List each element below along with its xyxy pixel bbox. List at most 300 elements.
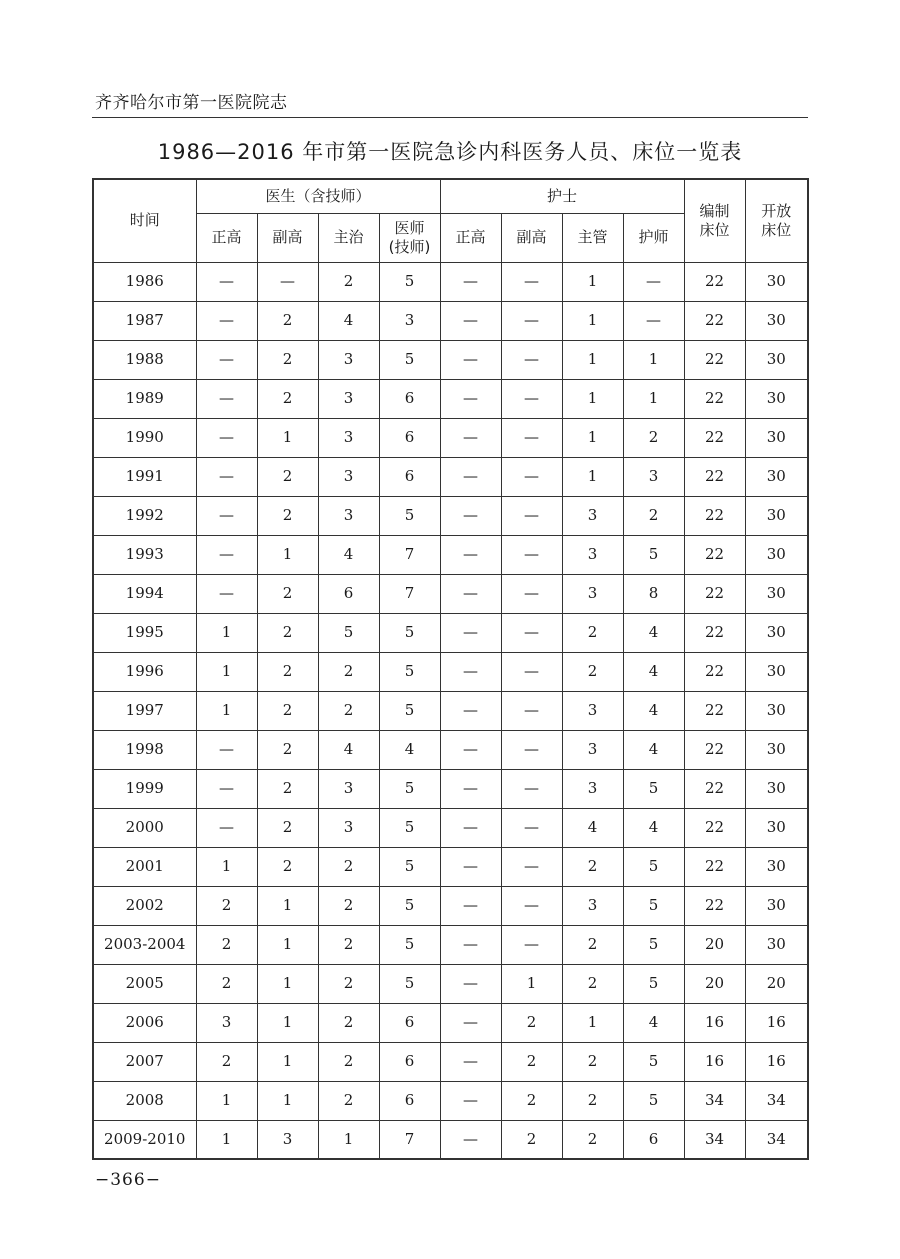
cell-nurse-practitioner: 5 [623, 847, 684, 886]
cell-open-beds: 30 [745, 847, 808, 886]
table-row [93, 964, 808, 1003]
cell-doc-attending: 5 [318, 613, 379, 652]
cell-doc-attending: 2 [318, 1042, 379, 1081]
header-time: 时间 [93, 179, 196, 262]
cell-doc-physician: 5 [379, 691, 440, 730]
cell-nurse-supervisor: 4 [562, 808, 623, 847]
cell-quota-beds: 22 [684, 691, 745, 730]
cell-doc-attending: 4 [318, 730, 379, 769]
cell-time: 1987 [93, 301, 196, 340]
cell-nurse-supervisor: 1 [562, 301, 623, 340]
cell-doc-senior: 2 [196, 964, 257, 1003]
table-row [93, 730, 808, 769]
cell-time: 2003-2004 [93, 925, 196, 964]
cell-doc-senior: 2 [196, 1042, 257, 1081]
cell-time: 1989 [93, 379, 196, 418]
cell-nurse-associate: 2 [501, 1003, 562, 1042]
cell-doc-attending: 3 [318, 379, 379, 418]
cell-quota-beds: 22 [684, 379, 745, 418]
cell-nurse-associate: — [501, 379, 562, 418]
cell-doc-senior: — [196, 379, 257, 418]
cell-doc-associate: 2 [257, 808, 318, 847]
cell-open-beds: 30 [745, 535, 808, 574]
table-row [93, 418, 808, 457]
cell-doc-attending: 2 [318, 886, 379, 925]
cell-nurse-supervisor: 1 [562, 418, 623, 457]
cell-doc-senior: 3 [196, 1003, 257, 1042]
cell-nurse-practitioner: 5 [623, 886, 684, 925]
cell-doc-attending: 2 [318, 262, 379, 301]
table-row [93, 535, 808, 574]
cell-doc-associate: 2 [257, 691, 318, 730]
cell-quota-beds: 22 [684, 769, 745, 808]
staff-bed-table [92, 178, 809, 1160]
cell-quota-beds: 22 [684, 847, 745, 886]
cell-doc-attending: 2 [318, 925, 379, 964]
cell-nurse-senior: — [440, 496, 501, 535]
cell-doc-attending: 3 [318, 418, 379, 457]
header-open-beds-line-2: 床位 [761, 220, 792, 239]
cell-doc-physician: 5 [379, 925, 440, 964]
cell-nurse-associate: — [501, 847, 562, 886]
cell-doc-physician: 5 [379, 496, 440, 535]
cell-doc-associate: 1 [257, 535, 318, 574]
cell-doc-physician: 5 [379, 769, 440, 808]
header-open-beds [745, 179, 808, 262]
cell-open-beds: 30 [745, 886, 808, 925]
cell-doc-associate: 1 [257, 925, 318, 964]
cell-nurse-senior: — [440, 457, 501, 496]
cell-quota-beds: 34 [684, 1081, 745, 1120]
cell-doc-attending: 3 [318, 457, 379, 496]
cell-open-beds: 30 [745, 301, 808, 340]
cell-doc-associate: 1 [257, 1003, 318, 1042]
cell-open-beds: 30 [745, 691, 808, 730]
cell-doc-senior: 1 [196, 652, 257, 691]
cell-time: 1998 [93, 730, 196, 769]
cell-nurse-associate: 1 [501, 964, 562, 1003]
cell-doc-physician: 6 [379, 379, 440, 418]
cell-time: 2002 [93, 886, 196, 925]
cell-nurse-associate: — [501, 925, 562, 964]
cell-nurse-senior: — [440, 769, 501, 808]
cell-nurse-senior: — [440, 301, 501, 340]
cell-doc-associate: 1 [257, 886, 318, 925]
cell-doc-senior: — [196, 418, 257, 457]
cell-nurse-supervisor: 2 [562, 652, 623, 691]
cell-nurse-practitioner: 8 [623, 574, 684, 613]
cell-doc-physician: 6 [379, 418, 440, 457]
table-row [93, 262, 808, 301]
cell-doc-attending: 4 [318, 301, 379, 340]
cell-time: 1991 [93, 457, 196, 496]
cell-nurse-senior: — [440, 262, 501, 301]
cell-doc-senior: 2 [196, 925, 257, 964]
cell-nurse-associate: — [501, 730, 562, 769]
cell-doc-senior: 1 [196, 613, 257, 652]
cell-nurse-supervisor: 3 [562, 496, 623, 535]
cell-nurse-supervisor: 2 [562, 925, 623, 964]
cell-nurse-associate: — [501, 340, 562, 379]
cell-open-beds: 30 [745, 262, 808, 301]
cell-nurse-supervisor: 3 [562, 730, 623, 769]
cell-nurse-supervisor: 2 [562, 1120, 623, 1159]
cell-time: 2000 [93, 808, 196, 847]
header-quota-beds-line-1: 编制 [699, 202, 730, 220]
cell-nurse-associate: — [501, 301, 562, 340]
cell-quota-beds: 22 [684, 418, 745, 457]
cell-nurse-supervisor: 3 [562, 574, 623, 613]
cell-doc-senior: — [196, 262, 257, 301]
cell-time: 2007 [93, 1042, 196, 1081]
cell-nurse-associate: — [501, 262, 562, 301]
table-title: 1986—2016 年市第一医院急诊内科医务人员、床位一览表 [157, 140, 743, 164]
cell-nurse-associate: — [501, 886, 562, 925]
table-row [93, 301, 808, 340]
cell-doc-associate: 2 [257, 574, 318, 613]
cell-doc-senior: — [196, 730, 257, 769]
cell-quota-beds: 22 [684, 574, 745, 613]
cell-open-beds: 34 [745, 1081, 808, 1120]
cell-doc-associate: 1 [257, 964, 318, 1003]
cell-doc-senior: — [196, 301, 257, 340]
table-row [93, 496, 808, 535]
cell-quota-beds: 22 [684, 340, 745, 379]
cell-doc-senior: 1 [196, 1120, 257, 1159]
cell-nurse-associate: — [501, 808, 562, 847]
cell-doc-associate: 2 [257, 379, 318, 418]
cell-time: 2006 [93, 1003, 196, 1042]
cell-nurse-practitioner: 6 [623, 1120, 684, 1159]
cell-nurse-practitioner: 2 [623, 418, 684, 457]
cell-time: 1997 [93, 691, 196, 730]
cell-time: 2001 [93, 847, 196, 886]
cell-doc-physician: 6 [379, 1081, 440, 1120]
cell-nurse-associate: — [501, 574, 562, 613]
header-nurse-supervisor: 主管 [562, 213, 623, 262]
cell-nurse-senior: — [440, 418, 501, 457]
cell-nurse-associate: — [501, 418, 562, 457]
cell-doc-associate: — [257, 262, 318, 301]
cell-nurse-supervisor: 1 [562, 262, 623, 301]
cell-nurse-supervisor: 3 [562, 691, 623, 730]
cell-doc-senior: — [196, 340, 257, 379]
cell-nurse-associate: — [501, 769, 562, 808]
header-quota-beds [684, 179, 745, 262]
header-doctor-associate: 副高 [257, 213, 318, 262]
cell-nurse-practitioner: 4 [623, 730, 684, 769]
cell-open-beds: 30 [745, 730, 808, 769]
cell-time: 2008 [93, 1081, 196, 1120]
table-row [93, 808, 808, 847]
cell-nurse-senior: — [440, 613, 501, 652]
cell-doc-physician: 6 [379, 457, 440, 496]
table-body [93, 262, 808, 1159]
cell-doc-physician: 4 [379, 730, 440, 769]
table-row [93, 1042, 808, 1081]
cell-nurse-associate: 2 [501, 1042, 562, 1081]
header-nurse-senior: 正高 [440, 213, 501, 262]
cell-doc-attending: 3 [318, 769, 379, 808]
cell-nurse-senior: — [440, 691, 501, 730]
header-doctor-attending: 主治 [318, 213, 379, 262]
cell-doc-attending: 2 [318, 652, 379, 691]
cell-quota-beds: 16 [684, 1042, 745, 1081]
cell-nurse-senior: — [440, 1081, 501, 1120]
cell-nurse-senior: — [440, 574, 501, 613]
cell-doc-senior: — [196, 496, 257, 535]
cell-nurse-senior: — [440, 1120, 501, 1159]
cell-doc-associate: 2 [257, 301, 318, 340]
cell-doc-senior: — [196, 457, 257, 496]
cell-open-beds: 30 [745, 808, 808, 847]
cell-doc-physician: 7 [379, 574, 440, 613]
cell-open-beds: 30 [745, 457, 808, 496]
cell-nurse-practitioner: 1 [623, 340, 684, 379]
cell-nurse-practitioner: — [623, 262, 684, 301]
cell-nurse-practitioner: 5 [623, 1042, 684, 1081]
cell-doc-attending: 3 [318, 340, 379, 379]
header-nurse-associate: 副高 [501, 213, 562, 262]
cell-quota-beds: 20 [684, 964, 745, 1003]
cell-nurse-supervisor: 2 [562, 847, 623, 886]
cell-open-beds: 30 [745, 340, 808, 379]
cell-doc-associate: 1 [257, 418, 318, 457]
cell-nurse-associate: — [501, 652, 562, 691]
cell-time: 1995 [93, 613, 196, 652]
cell-nurse-practitioner: 2 [623, 496, 684, 535]
cell-nurse-associate: — [501, 496, 562, 535]
cell-doc-physician: 7 [379, 1120, 440, 1159]
cell-nurse-practitioner: 3 [623, 457, 684, 496]
cell-nurse-supervisor: 1 [562, 340, 623, 379]
cell-open-beds: 30 [745, 574, 808, 613]
header-open-beds-line-1: 开放 [761, 202, 792, 220]
cell-doc-physician: 5 [379, 613, 440, 652]
cell-doc-associate: 2 [257, 847, 318, 886]
cell-doc-senior: — [196, 769, 257, 808]
cell-time: 1993 [93, 535, 196, 574]
cell-doc-associate: 2 [257, 613, 318, 652]
cell-nurse-practitioner: 5 [623, 925, 684, 964]
cell-doc-attending: 2 [318, 1003, 379, 1042]
cell-quota-beds: 22 [684, 535, 745, 574]
cell-doc-physician: 7 [379, 535, 440, 574]
cell-doc-physician: 6 [379, 1003, 440, 1042]
cell-nurse-practitioner: — [623, 301, 684, 340]
cell-nurse-associate: 2 [501, 1120, 562, 1159]
table-row [93, 886, 808, 925]
cell-time: 1992 [93, 496, 196, 535]
cell-nurse-associate: 2 [501, 1081, 562, 1120]
cell-doc-attending: 6 [318, 574, 379, 613]
table-row [93, 652, 808, 691]
table-row [93, 1081, 808, 1120]
cell-doc-associate: 1 [257, 1081, 318, 1120]
cell-doc-physician: 3 [379, 301, 440, 340]
header-doctor-physician [379, 213, 440, 262]
cell-time: 1999 [93, 769, 196, 808]
cell-doc-associate: 2 [257, 340, 318, 379]
cell-time: 2005 [93, 964, 196, 1003]
header-doctor-senior: 正高 [196, 213, 257, 262]
cell-doc-physician: 5 [379, 340, 440, 379]
cell-doc-attending: 2 [318, 847, 379, 886]
cell-nurse-practitioner: 5 [623, 1081, 684, 1120]
cell-doc-attending: 4 [318, 535, 379, 574]
cell-doc-attending: 3 [318, 808, 379, 847]
cell-quota-beds: 34 [684, 1120, 745, 1159]
cell-nurse-senior: — [440, 847, 501, 886]
cell-doc-physician: 5 [379, 964, 440, 1003]
cell-quota-beds: 20 [684, 925, 745, 964]
cell-doc-associate: 1 [257, 1042, 318, 1081]
cell-doc-attending: 2 [318, 1081, 379, 1120]
table-row [93, 1120, 808, 1159]
cell-open-beds: 34 [745, 1120, 808, 1159]
table-row [93, 1003, 808, 1042]
cell-open-beds: 16 [745, 1003, 808, 1042]
cell-nurse-supervisor: 1 [562, 1003, 623, 1042]
cell-nurse-senior: — [440, 964, 501, 1003]
cell-quota-beds: 22 [684, 496, 745, 535]
cell-doc-physician: 6 [379, 1042, 440, 1081]
cell-nurse-senior: — [440, 379, 501, 418]
cell-nurse-supervisor: 2 [562, 613, 623, 652]
cell-open-beds: 30 [745, 925, 808, 964]
table-row [93, 769, 808, 808]
cell-nurse-supervisor: 3 [562, 886, 623, 925]
cell-doc-physician: 5 [379, 262, 440, 301]
cell-time: 2009-2010 [93, 1120, 196, 1159]
cell-nurse-supervisor: 1 [562, 379, 623, 418]
cell-doc-associate: 2 [257, 652, 318, 691]
cell-quota-beds: 22 [684, 730, 745, 769]
cell-nurse-senior: — [440, 925, 501, 964]
cell-nurse-practitioner: 5 [623, 964, 684, 1003]
cell-nurse-senior: — [440, 340, 501, 379]
cell-doc-senior: 2 [196, 886, 257, 925]
cell-time: 1986 [93, 262, 196, 301]
cell-nurse-practitioner: 4 [623, 613, 684, 652]
cell-open-beds: 16 [745, 1042, 808, 1081]
cell-doc-attending: 2 [318, 964, 379, 1003]
cell-open-beds: 30 [745, 418, 808, 457]
cell-nurse-associate: — [501, 691, 562, 730]
cell-doc-senior: — [196, 808, 257, 847]
cell-quota-beds: 22 [684, 652, 745, 691]
cell-nurse-senior: — [440, 886, 501, 925]
cell-doc-associate: 2 [257, 496, 318, 535]
cell-nurse-supervisor: 1 [562, 457, 623, 496]
header-nurse-practitioner: 护师 [623, 213, 684, 262]
cell-nurse-senior: — [440, 1003, 501, 1042]
table-row [93, 613, 808, 652]
cell-quota-beds: 22 [684, 457, 745, 496]
cell-doc-senior: 1 [196, 1081, 257, 1120]
cell-doc-physician: 5 [379, 886, 440, 925]
cell-doc-senior: 1 [196, 691, 257, 730]
cell-open-beds: 30 [745, 379, 808, 418]
cell-nurse-practitioner: 1 [623, 379, 684, 418]
cell-nurse-associate: — [501, 613, 562, 652]
running-head: 齐齐哈尔市第一医院院志 [95, 93, 288, 113]
cell-doc-senior: — [196, 574, 257, 613]
table-row [93, 847, 808, 886]
cell-nurse-senior: — [440, 652, 501, 691]
cell-doc-associate: 2 [257, 730, 318, 769]
cell-open-beds: 30 [745, 652, 808, 691]
cell-nurse-supervisor: 2 [562, 964, 623, 1003]
table-row [93, 340, 808, 379]
cell-open-beds: 30 [745, 769, 808, 808]
cell-nurse-practitioner: 5 [623, 535, 684, 574]
cell-nurse-supervisor: 2 [562, 1042, 623, 1081]
table-row [93, 574, 808, 613]
cell-nurse-practitioner: 4 [623, 691, 684, 730]
cell-nurse-practitioner: 4 [623, 808, 684, 847]
cell-open-beds: 30 [745, 613, 808, 652]
cell-time: 1996 [93, 652, 196, 691]
cell-nurse-senior: — [440, 1042, 501, 1081]
cell-doc-associate: 2 [257, 457, 318, 496]
cell-nurse-senior: — [440, 730, 501, 769]
cell-doc-associate: 2 [257, 769, 318, 808]
header-nurses-group: 护士 [440, 179, 684, 213]
cell-doc-attending: 1 [318, 1120, 379, 1159]
cell-doc-physician: 5 [379, 847, 440, 886]
cell-nurse-supervisor: 3 [562, 535, 623, 574]
cell-time: 1990 [93, 418, 196, 457]
cell-quota-beds: 22 [684, 613, 745, 652]
header-rule [92, 117, 808, 118]
cell-quota-beds: 22 [684, 886, 745, 925]
cell-doc-senior: — [196, 535, 257, 574]
cell-doc-attending: 2 [318, 691, 379, 730]
table-row [93, 457, 808, 496]
cell-quota-beds: 22 [684, 262, 745, 301]
header-doctor-physician-line-2: (技师) [388, 237, 431, 256]
cell-quota-beds: 22 [684, 301, 745, 340]
cell-doc-senior: 1 [196, 847, 257, 886]
header-doctors-group: 医生（含技师） [196, 179, 440, 213]
cell-nurse-supervisor: 3 [562, 769, 623, 808]
cell-nurse-senior: — [440, 808, 501, 847]
cell-doc-physician: 5 [379, 652, 440, 691]
cell-doc-attending: 3 [318, 496, 379, 535]
cell-nurse-practitioner: 5 [623, 769, 684, 808]
cell-quota-beds: 22 [684, 808, 745, 847]
cell-doc-physician: 5 [379, 808, 440, 847]
cell-doc-associate: 3 [257, 1120, 318, 1159]
table-row [93, 379, 808, 418]
cell-open-beds: 20 [745, 964, 808, 1003]
cell-nurse-associate: — [501, 535, 562, 574]
cell-nurse-supervisor: 2 [562, 1081, 623, 1120]
cell-time: 1994 [93, 574, 196, 613]
cell-time: 1988 [93, 340, 196, 379]
cell-quota-beds: 16 [684, 1003, 745, 1042]
table-row [93, 691, 808, 730]
cell-nurse-practitioner: 4 [623, 1003, 684, 1042]
cell-nurse-practitioner: 4 [623, 652, 684, 691]
cell-open-beds: 30 [745, 496, 808, 535]
cell-nurse-senior: — [440, 535, 501, 574]
header-quota-beds-line-2: 床位 [699, 220, 730, 239]
table-row [93, 925, 808, 964]
cell-nurse-associate: — [501, 457, 562, 496]
page-number: −366− [95, 1170, 161, 1190]
